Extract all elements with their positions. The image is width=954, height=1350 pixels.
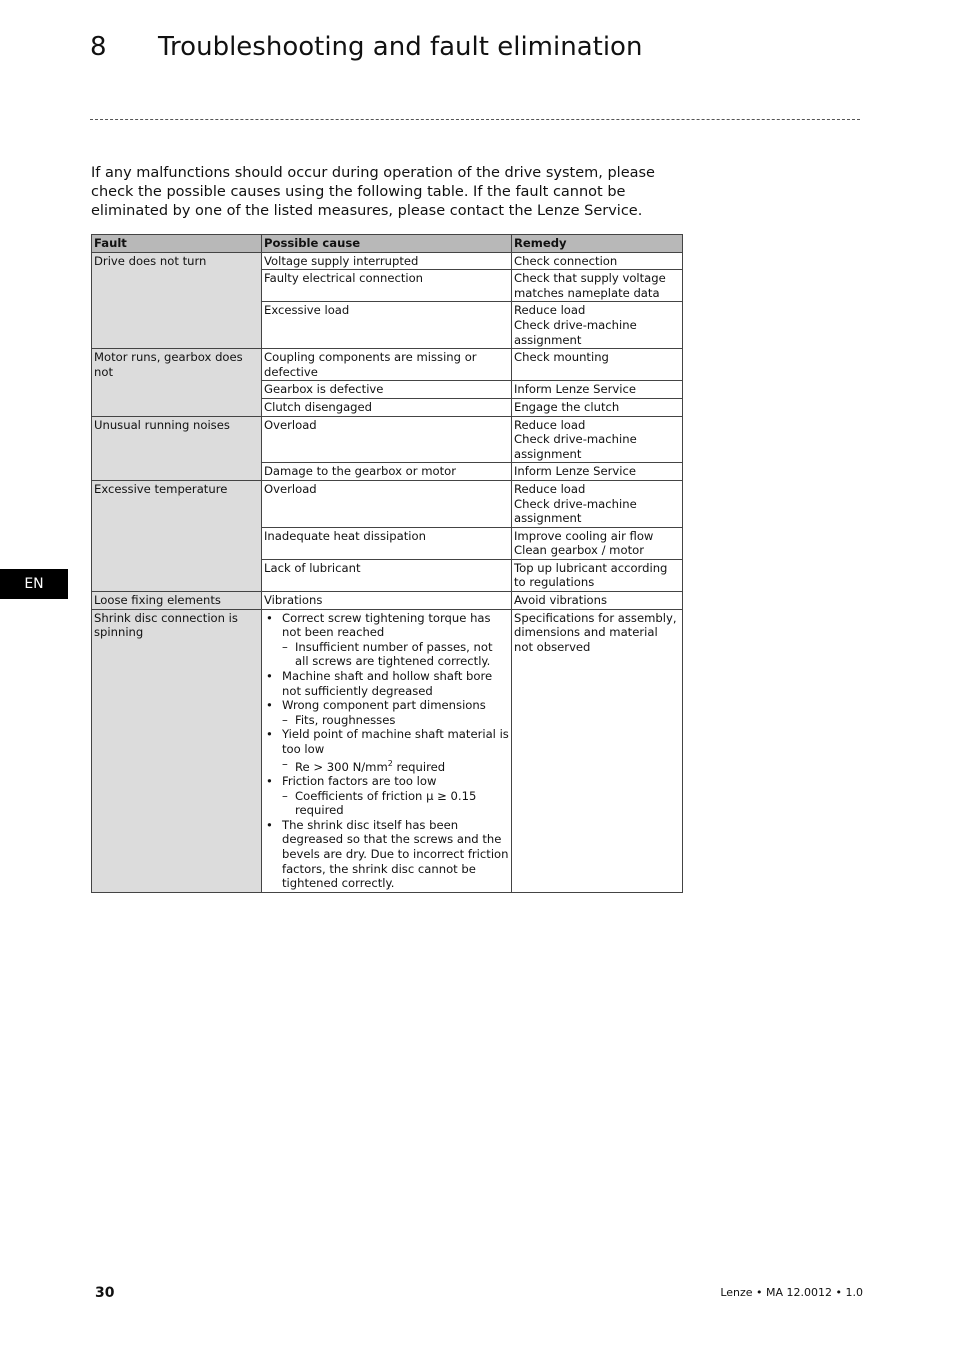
remedy-line: Reduce load [514,303,586,318]
cause-cell: Gearbox is defective [262,381,512,399]
remedy-cell: Inform Lenze Service [512,381,683,399]
remedy-line: Reduce load [514,481,586,496]
remedy-cell: Check connection [512,252,683,270]
list-item: • Yield point of machine shaft material is too low – Re > 300 $N/mm^2$ required [264,727,509,774]
dashed-divider [90,119,860,120]
table-row [92,349,683,381]
cause-cell: Overload [262,480,512,527]
cause-cell: Lack of lubricant [262,559,512,591]
table-row [92,416,683,463]
cause-cell: Vibrations [262,592,512,610]
fault-cell: Shrink disc connection is spinning [92,609,262,892]
sub-list-item: – Re > 300 $N/mm^2$ required [282,757,509,774]
troubleshooting-table [91,234,683,893]
remedy-cell [512,302,683,349]
cause-cell: Faulty electrical connection [262,270,512,302]
intro-paragraph: If any malfunctions should occur during operation of the drive system, please check the possible causes using the following table. If the fault cannot be eliminated by one of the listed measures, please contact the Lenze Service. [91,165,655,219]
remedy-cell: Check that supply voltage matches nameplate data [512,270,683,302]
remedy-line: Check drive-machine assignment [514,317,637,347]
remedy-cell [512,527,683,559]
remedy-cell: Avoid vibrations [512,592,683,610]
document-reference: Lenze • MA 12.0012 • 1.0 [720,1286,863,1299]
list-item: • Wrong component part dimensions – Fits, roughnesses [264,698,509,727]
header-remedy: Remedy [512,235,683,253]
remedy-cell: Specifications for assembly, dimensions and material not observed [512,609,683,892]
list-item: • Correct screw tightening torque has not been reached – Insufficient number of passes, not all screws are tightened correctly. [264,611,509,669]
remedy-cell: Inform Lenze Service [512,463,683,481]
cause-cell [262,609,512,892]
fault-cell: Motor runs, gearbox does not [92,349,262,416]
cause-cell: Coupling components are missing or defective [262,349,512,381]
remedy-cell: Top up lubricant according to regulations [512,559,683,591]
cause-cell: Inadequate heat dissipation [262,527,512,559]
cause-cell: Voltage supply interrupted [262,252,512,270]
sub-list-item: – Fits, roughnesses [282,713,509,728]
chapter-number: 8 [90,32,107,62]
page-number: 30 [95,1285,115,1301]
header-cause: Possible cause [262,235,512,253]
table-row [92,252,683,270]
fault-cell: Drive does not turn [92,252,262,349]
remedy-cell: Check mounting [512,349,683,381]
remedy-line: Clean gearbox / motor [514,543,644,558]
remedy-line: Check drive-machine assignment [514,496,637,526]
fault-cell: Excessive temperature [92,480,262,591]
chapter-title: Troubleshooting and fault elimination [158,32,643,62]
language-tab: EN [0,569,68,599]
table-header-row [92,235,683,253]
cause-cell: Damage to the gearbox or motor [262,463,512,481]
remedy-cell [512,416,683,463]
remedy-line: Check drive-machine assignment [514,432,637,461]
list-item: • Machine shaft and hollow shaft bore not sufficiently degreased [264,669,509,698]
sub-list-item: – Coefficients of friction μ ≥ 0.15 required [282,789,509,818]
cause-cell: Clutch disengaged [262,398,512,416]
sub-list-item: – Insufficient number of passes, not all screws are tightened correctly. [282,640,509,669]
fault-cell: Unusual running noises [92,416,262,480]
header-fault: Fault [92,235,262,253]
fault-cell: Loose fixing elements [92,592,262,610]
remedy-cell [512,480,683,527]
remedy-line: Reduce load [514,417,586,432]
cause-cell: Excessive load [262,302,512,349]
cause-list [264,611,509,891]
table-row [92,592,683,610]
remedy-cell: Engage the clutch [512,398,683,416]
chapter-heading [90,30,642,64]
remedy-line: Improve cooling air flow [514,528,654,543]
list-item: • The shrink disc itself has been degreased so that the screws and the bevels are dry. Due to incorrect friction factors, the shrink disc cannot be tightened correctly. [264,818,509,891]
table-row [92,609,683,892]
list-item: • Friction factors are too low – Coefficients of friction μ ≥ 0.15 required [264,774,509,818]
cause-cell: Overload [262,416,512,463]
table-row [92,480,683,527]
